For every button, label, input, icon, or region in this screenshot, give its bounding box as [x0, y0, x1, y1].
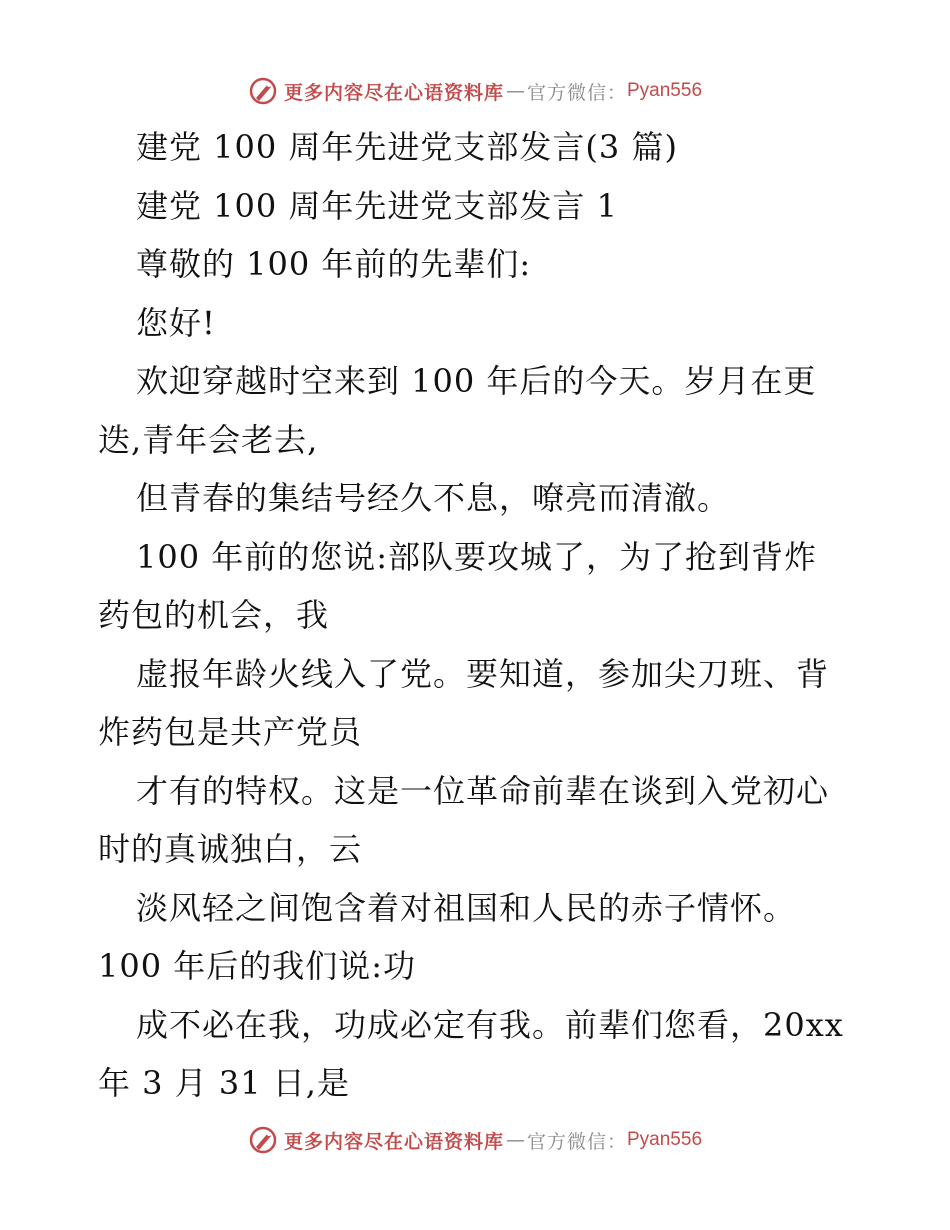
logo-icon [248, 1125, 278, 1155]
text-line: 药包的机会，我 [98, 596, 330, 634]
text-line: 才有的特权。这是一位革命前辈在谈到入党初心 [136, 771, 830, 810]
watermark-dash: — [505, 1129, 525, 1151]
document-body [98, 118, 858, 1113]
watermark-dash: — [505, 80, 525, 102]
text-line: 炸药包是共产党员 [98, 713, 363, 751]
footer-watermark [0, 1120, 950, 1160]
logo-icon [248, 76, 278, 106]
text-line: 100 年前的您说:部队要攻城了，为了抢到背炸 [136, 537, 818, 576]
text-line: 建党 100 周年先进党支部发言(3 篇) [136, 128, 678, 166]
watermark-wechat-label: 官方微信： [526, 1130, 627, 1153]
watermark-wechat-id: Pyan556 [627, 1129, 703, 1150]
text-line: 100 年后的我们说:功 [98, 947, 417, 985]
text-line: 淡风轻之间饱含着对祖国和人民的赤子情怀。 [136, 888, 797, 927]
watermark-wechat-label: 官方微信： [526, 81, 627, 104]
text-line: 但青春的集结号经久不息，嘹亮而清澈。 [136, 479, 731, 517]
watermark-wechat-id: Pyan556 [627, 80, 703, 101]
text-line: 虚报年龄火线入了党。要知道，参加尖刀班、背 [136, 654, 830, 693]
text-line: 成不必在我，功成必定有我。前辈们您看，20xx [136, 1005, 844, 1044]
text-line: 年 3 月 31 日,是 [98, 1064, 350, 1102]
header-watermark [0, 71, 950, 111]
watermark-text: 更多内容尽在心语资料库 [283, 81, 504, 104]
watermark-text: 更多内容尽在心语资料库 [283, 1130, 504, 1153]
text-line: 尊敬的 100 年前的先辈们: [136, 245, 532, 283]
text-line: 建党 100 周年先进党支部发言 1 [136, 186, 618, 225]
text-line: 时的真诚独白，云 [98, 830, 363, 868]
text-line: 欢迎穿越时空来到 100 年后的今天。岁月在更 [136, 362, 817, 400]
text-line: 迭,青年会老去, [98, 420, 319, 459]
text-line: 您好! [136, 303, 216, 342]
